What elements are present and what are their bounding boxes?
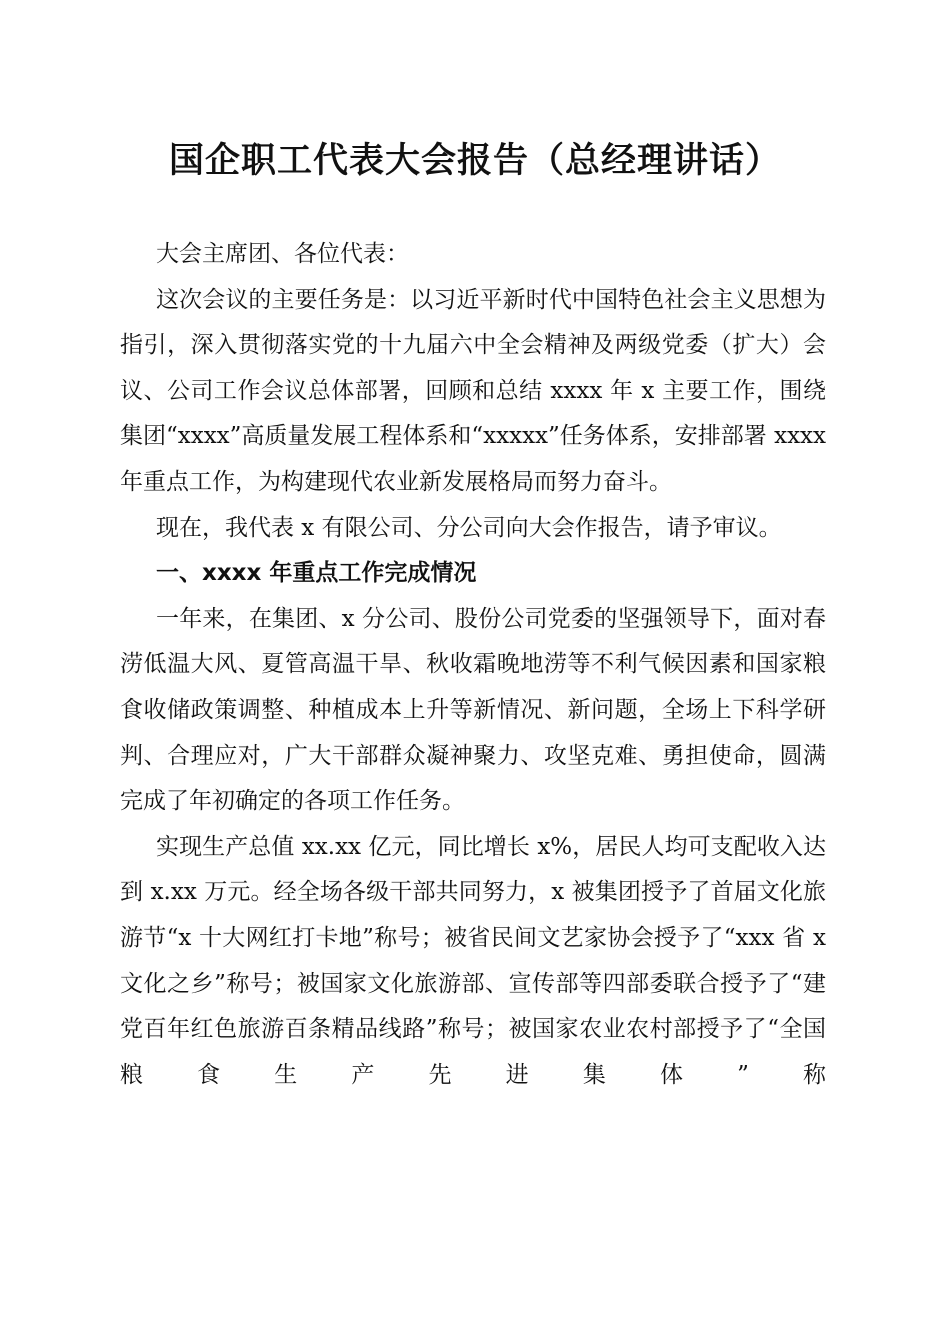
paragraph-year-review: 一年来，在集团、x 分公司、股份公司党委的坚强领导下，面对春涝低温大风、夏管高温干旱、秋收霜晚地涝等不利气候因素和国家粮食收储政策调整、种植成本上升等新情况、新问题，全场上下科学研判、合理应对，广大干部群众凝神聚力、攻坚克难、勇担使命，圆满完成了年初确定的各项工作任务。 — [120, 605, 826, 815]
paragraph-meeting-tasks: 这次会议的主要任务是：以习近平新时代中国特色社会主义思想为指引，深入贯彻落实党的十九届六中全会精神及两级党委（扩大）会议、公司工作会议总体部署，回顾和总结 xxxx 年 x 主要工作，围绕集团“xxxx”高质量发展工程体系和“xxxxx”任务体系，安排部署 xxxx 年重点工作，为构建现代农业新发展格局而努力奋斗。 — [120, 286, 826, 495]
section-heading: 一、xxxx 年重点工作完成情况 — [156, 560, 477, 587]
document-body — [120, 232, 826, 1098]
paragraph-achievements: 实现生产总值 xx.xx 亿元，同比增长 x%，居民人均可支配收入达到 x.xx 万元。经全场各级干部共同努力，x 被集团授予了首届文化旅游节“x 十大网红打卡地”称号；被省民间文艺家协会授予了“xxx 省 x 文化之乡”称号；被国家文化旅游部、宣传部等四部委联合授予了“建党百年红色旅游百条精品线路”称号；被国家农业农村部授予了“全国粮食生产先进集体”称 — [120, 833, 826, 1088]
paragraph-report-intro: 现在，我代表 x 有限公司、分公司向大会作报告，请予审议。 — [156, 514, 782, 541]
document-title: 国企职工代表大会报告（总经理讲话） — [168, 141, 781, 181]
salutation: 大会主席团、各位代表： — [156, 241, 409, 267]
